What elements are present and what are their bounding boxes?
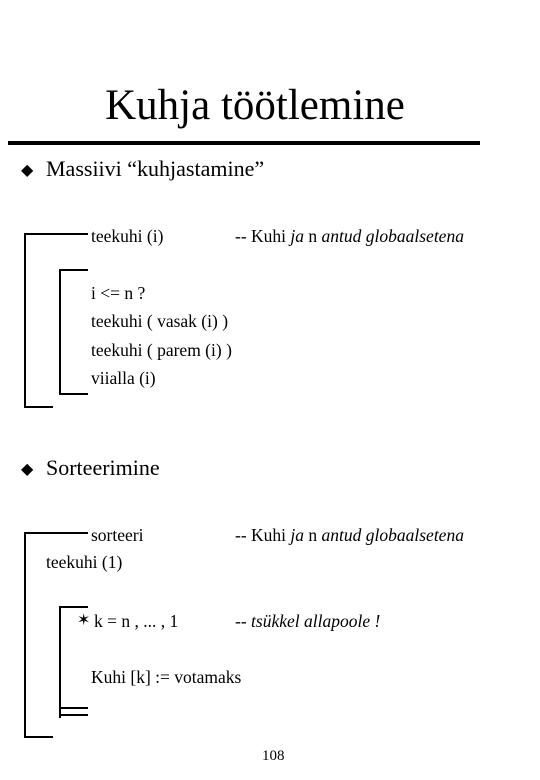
loop-bracket-left	[59, 606, 61, 718]
call-teekuhi-1: teekuhi (1)	[46, 552, 123, 572]
section1-heading: Massiivi “kuhjastamine”	[46, 156, 265, 181]
bracket-inner-bottom	[59, 393, 88, 395]
loop-bracket-bottom-2	[59, 714, 88, 716]
comment-globals-2	[235, 525, 464, 545]
bracket-outer-top	[24, 532, 88, 534]
call-viialla: viialla (i)	[91, 368, 156, 388]
page-number: 108	[262, 748, 285, 764]
loop-comment-italic: tsükkel allapoole !	[251, 611, 381, 631]
comment-prefix: -- Kuhi	[235, 226, 291, 246]
section2-heading: Sorteerimine	[46, 455, 160, 480]
loop-header: k = n , ... , 1	[94, 611, 179, 631]
bracket-outer-top	[24, 233, 88, 235]
loop-bracket-bottom-1	[59, 707, 88, 709]
call-parem: teekuhi ( parem (i) )	[91, 340, 232, 360]
loop-star-icon: ✶	[77, 612, 91, 629]
loop-bracket-top	[59, 606, 88, 608]
comment-italic: antud globaalsetena	[321, 525, 464, 545]
bracket-outer-bottom	[24, 406, 53, 408]
comment-mid: n	[304, 226, 322, 246]
bracket-outer-left	[24, 532, 26, 738]
bracket-inner-left	[59, 269, 61, 395]
bracket-outer-left	[24, 233, 26, 408]
loop-comment-prefix: --	[235, 611, 252, 631]
comment-prefix: -- Kuhi	[235, 525, 291, 545]
call-vasak: teekuhi ( vasak (i) )	[91, 311, 229, 331]
bullet-diamond-icon: ◆	[21, 162, 34, 179]
comment-globals-1	[235, 226, 464, 246]
comment-italic: antud globaalsetena	[321, 226, 464, 246]
proc-sorteeri: sorteeri	[91, 525, 144, 545]
comment-mid: n	[304, 525, 322, 545]
loop-comment	[235, 611, 380, 631]
page-title: Kuhja töötlemine	[105, 82, 405, 129]
proc-teekuhi: teekuhi (i)	[91, 226, 164, 246]
bracket-inner-top	[59, 269, 88, 271]
bracket-outer-bottom	[24, 736, 53, 738]
comment-ja: ja	[290, 226, 305, 246]
loop-body: Kuhi [k] := votamaks	[91, 667, 242, 687]
condition-line: i <= n ?	[91, 283, 146, 303]
comment-ja: ja	[290, 525, 305, 545]
bullet-diamond-icon: ◆	[21, 461, 34, 478]
title-divider	[8, 141, 480, 145]
